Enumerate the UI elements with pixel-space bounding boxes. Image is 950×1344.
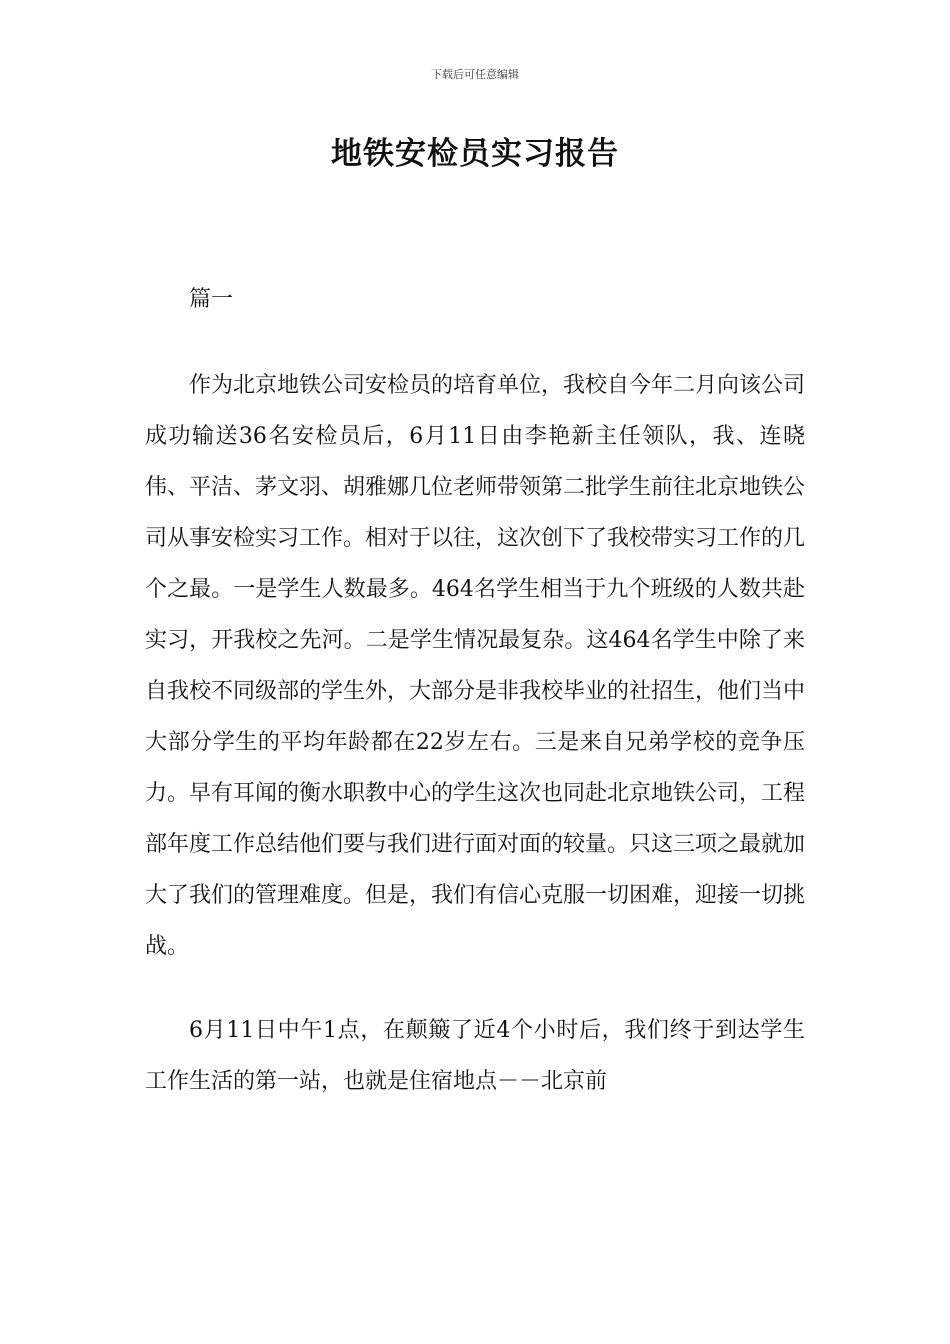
section-heading: 篇一 <box>189 287 234 312</box>
document-title: 地铁安检员实习报告 <box>331 136 619 172</box>
paragraph-1: 作为北京地铁公司安检员的培育单位，我校自今年二月向该公司成功输送36名安检员后，6月11日由李艳新主任领队，我、连晓伟、平洁、茅文羽、胡雅娜几位老师带领第二批学生前往北京地铁公司从事安检实习工作。相对于以往，这次创下了我校带实习工作的几个之最。一是学生人数最多。464名学生相当于九个班级的人数共赴实习，开我校之先河。二是学生情况最复杂。这464名学生中除了来自我校不同级部的学生外，大部分是非我校毕业的社招生，他们当中大部分学生的平均年龄都在22岁左右。三是来自兄弟学校的竞争压力。早有耳闻的衡水职教中心的学生这次也同赴北京地铁公司，工程部年度工作总结他们要与我们进行面对面的较量。只这三项之最就加大了我们的管理难度。但是，我们有信心克服一切困难，迎接一切挑战。 <box>145 373 806 959</box>
header-note: 下载后可任意编辑 <box>431 68 519 81</box>
paragraph-2: 6月11日中午1点，在颠簸了近4个小时后，我们终于到达学生工作生活的第一站，也就是住宿地点－－北京前 <box>145 1018 805 1094</box>
document-body <box>145 276 805 1140</box>
